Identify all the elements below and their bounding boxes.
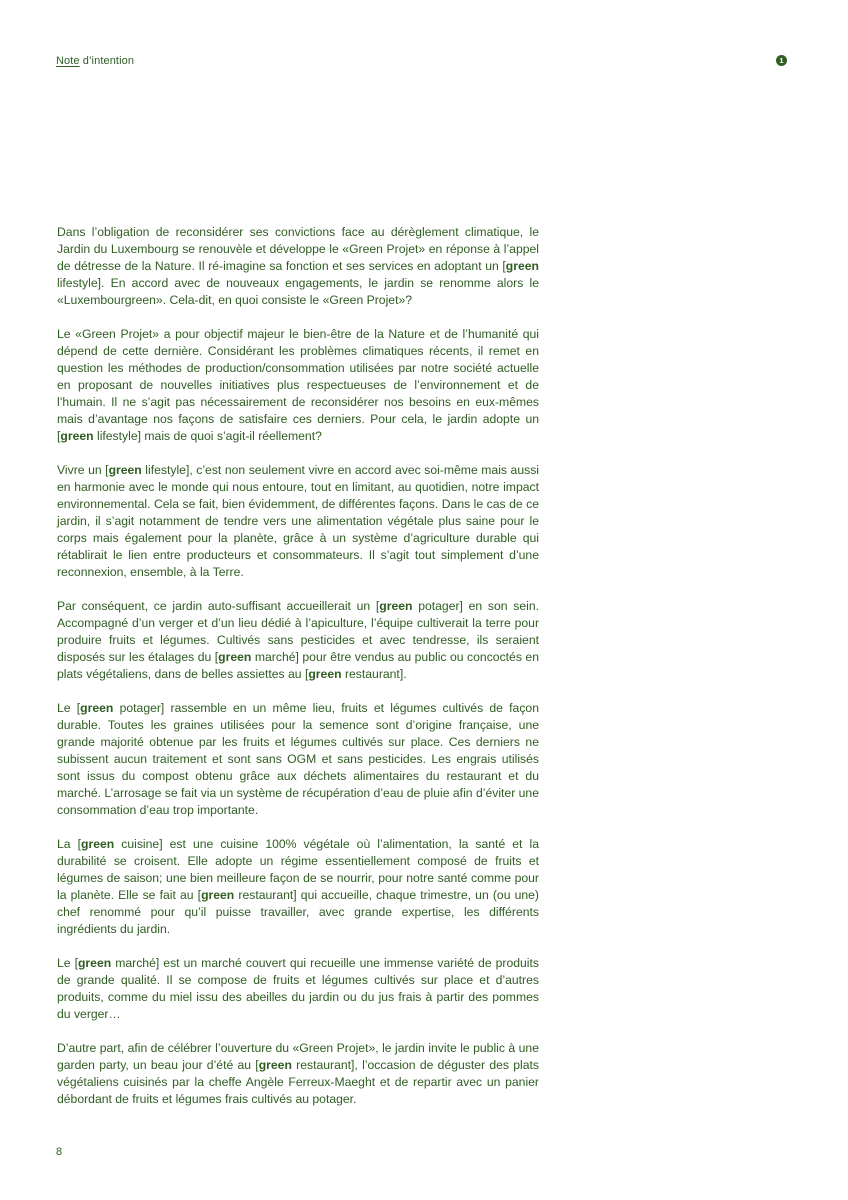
- page-number: 8: [56, 1146, 63, 1158]
- text-run: D’autre part, afin de célébrer l’ouverture du «Green Projet», le jardin invite le public à une garden party, un beau jour d’été au [: [57, 1041, 539, 1072]
- emphasis-green: green: [60, 429, 94, 443]
- paragraph: [57, 598, 539, 683]
- text-run: Vivre un [: [57, 463, 109, 477]
- emphasis-green: green: [201, 888, 235, 902]
- text-run: lifestyle]. En accord avec de nouveaux engagements, le jardin se renomme alors le «Luxembourgreen». Cela-dit, en quoi consiste le «Green Projet»?: [57, 276, 539, 307]
- paragraph: [57, 462, 539, 581]
- section-title: [56, 55, 134, 67]
- emphasis-green: green: [308, 667, 342, 681]
- text-run: Le [: [57, 956, 78, 970]
- emphasis-green: green: [108, 463, 142, 477]
- paragraph: [57, 700, 539, 819]
- text-run: restaurant].: [341, 667, 407, 681]
- emphasis-green: green: [80, 701, 114, 715]
- text-run: potager] rassemble en un même lieu, fruits et légumes cultivés de façon durable. Toutes les graines utilisées pour la semence sont d’origine française, une grande majorité obtenue par les fruits et légumes cultivés sur place. Ces derniers ne subissent aucun traitement et sont sans OGM et sans pesticides. Les engrais utilisés sont issus du compost obtenu grâce aux déchets alimentaires du restaurant et du marché. L’arrosage se fait via un système de récupération d’eau de pluie afin d’éviter une consommation d’eau trop importante.: [57, 701, 539, 817]
- body-text: [57, 224, 539, 1125]
- text-run: Par conséquent, ce jardin auto-suffisant accueillerait un [: [57, 599, 380, 613]
- text-run: restaurant], l’occasion de déguster des plats végétaliens cuisinés par la cheffe Angèle Ferreux-Maeght et de repartir avec un panier débordant de fruits et légumes frais cultivés au potager.: [57, 1058, 539, 1106]
- text-run: restaurant] qui accueille, chaque trimestre, un (ou une) chef renommé pour qu’il puisse travailler, avec grande expertise, les différents ingrédients du jardin.: [57, 888, 539, 936]
- text-run: lifestyle], c’est non seulement vivre en accord avec soi-même mais aussi en harmonie avec le monde qui nous entoure, tout en limitant, au quotidien, notre impact environnemental. Cela se fait, bien évidemment, de différentes façons. Dans le cas de ce jardin, il s’agit notamment de tendre vers une alimentation végétale plus saine pour le corps mais également pour la planète, grâce à un système d’agriculture durable qui rétablirait le lien entre producteurs et consommateurs. Il s’agit tout simplement d’une reconnexion, ensemble, à la Terre.: [57, 463, 539, 579]
- text-run: cuisine] est une cuisine 100% végétale où l’alimentation, la santé et la durabilité se croisent. Elle adopte un régime essentiellement composé de fruits et légumes de saison; une bien meilleure façon de se nourrir, pour notre santé comme pour la planète. Elle se fait au [: [57, 837, 539, 902]
- paragraph: [57, 1040, 539, 1108]
- text-run: Dans l’obligation de reconsidérer ses convictions face au dérèglement climatique, le Jardin du Luxembourg se renouvèle et développe le «Green Projet» en réponse à l’appel de détresse de la Nature. Il ré-imagine sa fonction et ses services en adoptant un [: [57, 225, 539, 273]
- section-title-rest: d’intention: [79, 55, 135, 67]
- paragraph: [57, 836, 539, 938]
- text-run: marché] pour être vendus au public ou concoctés en plats végétaliens, dans de belles assiettes au [: [57, 650, 539, 681]
- text-run: potager] en son sein. Accompagné d’un verger et d’un lieu dédié à l’apiculture, l’équipe cultiverait la terre pour produire fruits et légumes. Cultivés sans pesticides et avec tendresse, ils seraient disposés sur les étalages du [: [57, 599, 540, 664]
- section-title-underlined: Note: [56, 55, 80, 67]
- text-run: marché] est un marché couvert qui recueille une immense variété de produits de grande qualité. Il se compose de fruits et légumes cultivés sur place et d’autres produits, comme du miel issu des abeilles du jardin ou du jus frais à partir des pommes du verger…: [57, 956, 539, 1021]
- paragraph: [57, 326, 539, 445]
- emphasis-green: green: [379, 599, 413, 613]
- emphasis-green: green: [258, 1058, 292, 1072]
- emphasis-green: green: [218, 650, 252, 664]
- emphasis-green: green: [77, 956, 112, 970]
- emphasis-green: green: [505, 259, 539, 273]
- text-run: Le [: [57, 701, 81, 715]
- text-run: Le «Green Projet» a pour objectif majeur le bien-être de la Nature et de l’humanité qui dépend de cette dernière. Considérant les problèmes climatiques récents, il remet en question les méthodes de production/consommation utilisées par notre société actuelle en proposant de nouvelles initiatives plus respectueuses de l’environnement et de l’humain. Il ne s’agit pas nécessairement de reconsidérer nos besoins en eux-mêmes mais d’avantage nos façons de satisfaire ces derniers. Pour cela, le jardin adopte un [: [57, 327, 539, 443]
- chapter-number-badge: 1: [776, 55, 787, 66]
- paragraph: [57, 224, 539, 309]
- emphasis-green: green: [81, 837, 115, 851]
- paragraph: [57, 955, 539, 1023]
- text-run: lifestyle] mais de quoi s’agit-il réellement?: [93, 429, 322, 443]
- text-run: La [: [57, 837, 81, 851]
